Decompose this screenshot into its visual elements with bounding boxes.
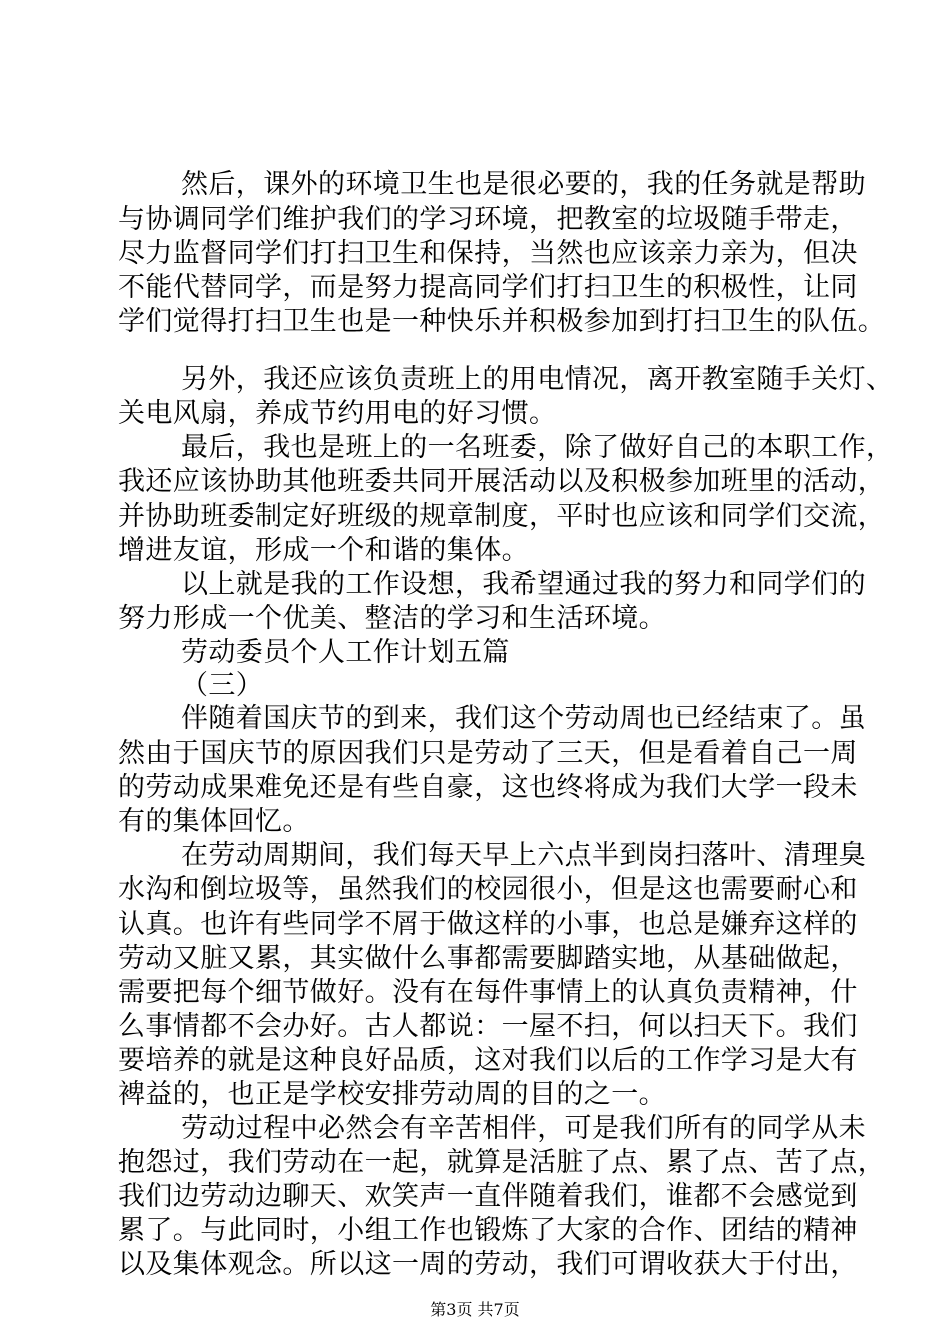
- text-line: 并协助班委制定好班级的规章制度，平时也应该和同学们交流，: [118, 501, 886, 532]
- text-line: 需要把每个细节做好。没有在每件事情上的认真负责精神，什: [118, 977, 858, 1008]
- text-line: 最后，我也是班上的一名班委，除了做好自己的本职工作，: [181, 432, 894, 463]
- text-line: 在劳动周期间，我们每天早上六点半到岗扫落叶、清理臭: [181, 840, 866, 871]
- text-line: 么事情都不会办好。古人都说：一屋不扫，何以扫天下。我们: [118, 1011, 858, 1042]
- text-line: 我们边劳动边聊天、欢笑声一直伴随着我们，谁都不会感觉到: [118, 1181, 858, 1212]
- text-line: 学们觉得打扫卫生也是一种快乐并积极参加到打扫卫生的队伍。: [118, 306, 886, 337]
- section-title: 劳动委员个人工作计划五篇: [181, 637, 510, 668]
- text-line: 以及集体观念。所以这一周的劳动，我们可谓收获大于付出，: [118, 1249, 858, 1280]
- page-footer: 第3页 共7页: [430, 1300, 520, 1319]
- text-line: 然后，课外的环境卫生也是很必要的，我的任务就是帮助: [181, 169, 866, 200]
- text-line: 另外，我还应该负责班上的用电情况，离开教室随手关灯、: [181, 364, 894, 395]
- text-line: 认真。也许有些同学不屑于做这样的小事，也总是嫌弃这样的: [118, 909, 858, 940]
- text-line: 努力形成一个优美、整洁的学习和生活环境。: [118, 603, 666, 634]
- text-line: 以上就是我的工作设想，我希望通过我的努力和同学们的: [181, 569, 866, 600]
- text-line: 抱怨过，我们劳动在一起，就算是活脏了点、累了点、苦了点，: [118, 1147, 886, 1178]
- text-line: 裨益的，也正是学校安排劳动周的目的之一。: [118, 1079, 666, 1110]
- text-line: 水沟和倒垃圾等，虽然我们的校园很小，但是这也需要耐心和: [118, 874, 858, 905]
- section-number: （三）: [181, 670, 264, 701]
- text-line: 伴随着国庆节的到来，我们这个劳动周也已经结束了。虽: [181, 703, 866, 734]
- text-line: 的劳动成果难免还是有些自豪，这也终将成为我们大学一段未: [118, 772, 858, 803]
- text-line: 不能代替同学，而是努力提高同学们打扫卫生的积极性，让同: [118, 272, 858, 303]
- text-line: 要培养的就是这种良好品质，这对我们以后的工作学习是大有: [118, 1045, 858, 1076]
- text-line: 关电风扇，养成节约用电的好习惯。: [118, 398, 557, 429]
- text-line: 增进友谊，形成一个和谐的集体。: [118, 535, 529, 566]
- text-line: 然由于国庆节的原因我们只是劳动了三天，但是看着自己一周: [118, 738, 858, 769]
- text-line: 累了。与此同时，小组工作也锻炼了大家的合作、团结的精神: [118, 1215, 858, 1246]
- text-line: 与协调同学们维护我们的学习环境，把教室的垃圾随手带走，: [118, 204, 858, 235]
- text-line: 尽力监督同学们打扫卫生和保持，当然也应该亲力亲为，但决: [118, 238, 858, 269]
- text-line: 我还应该协助其他班委共同开展活动以及积极参加班里的活动，: [118, 466, 886, 497]
- text-line: 有的集体回忆。: [118, 806, 310, 837]
- text-line: 劳动又脏又累，其实做什么事都需要脚踏实地，从基础做起，: [118, 943, 858, 974]
- text-line: 劳动过程中必然会有辛苦相伴，可是我们所有的同学从未: [181, 1113, 866, 1144]
